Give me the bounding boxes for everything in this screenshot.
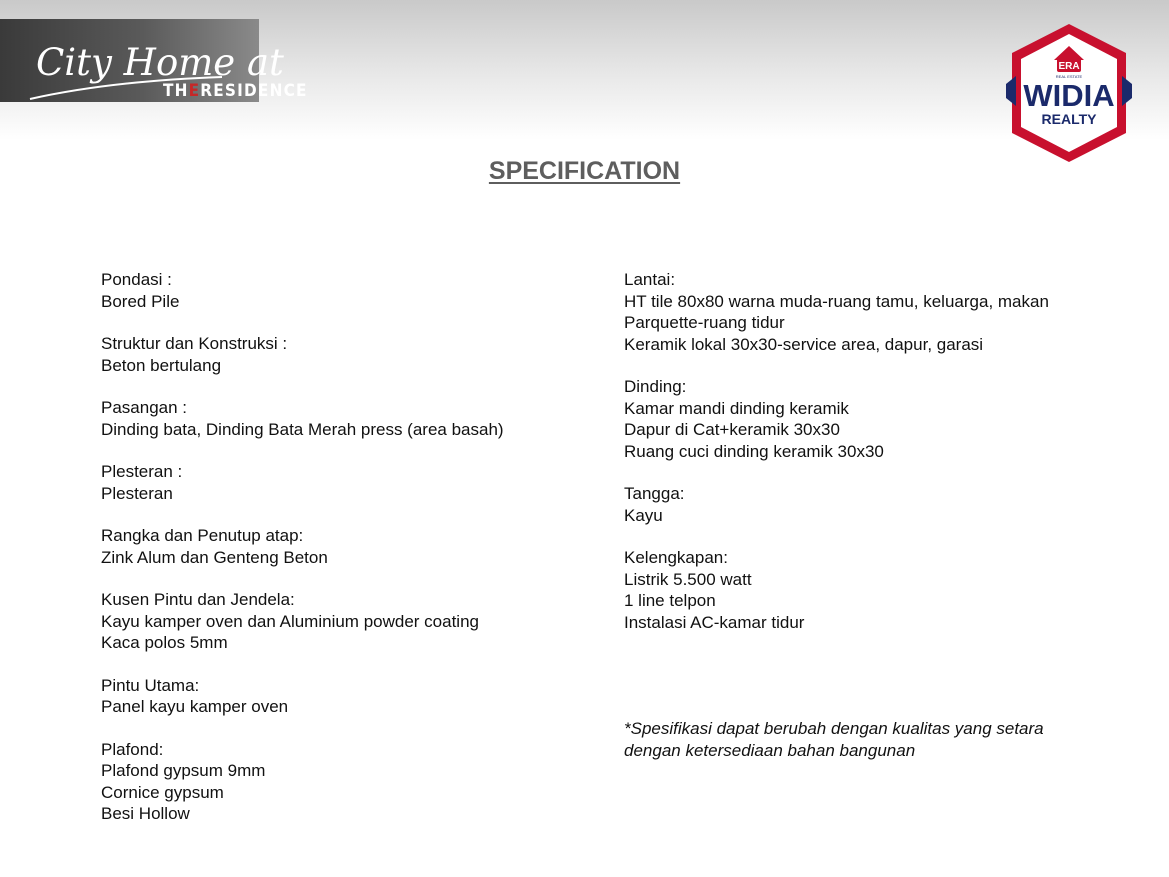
disclaimer-line-1: *Spesifikasi dapat berubah dengan kualitas yang setara (624, 719, 1044, 738)
spec-group-tangga (624, 483, 1124, 526)
brand-script-text: City Home at (36, 41, 284, 84)
spec-value: Cornice gypsum (101, 782, 224, 802)
spec-group-pintu-utama (101, 675, 581, 718)
spec-value: Kamar mandi dinding keramik (624, 398, 849, 418)
spec-value: Plesteran (101, 483, 173, 503)
spec-label: Tangga: (624, 484, 685, 503)
spec-group-dinding (624, 376, 1124, 462)
spec-group-pasangan (101, 397, 581, 440)
disclaimer-line-2: dengan ketersediaan bahan bangunan (624, 741, 916, 760)
spec-group-pondasi (101, 269, 581, 312)
spec-value: Ruang cuci dinding keramik 30x30 (624, 441, 884, 461)
logo-tiny-text: REAL ESTATE (1055, 74, 1083, 79)
brand-sub-text: THERESIDENCE (163, 81, 308, 101)
spec-label: Dinding: (624, 377, 687, 396)
logo-small-text: ERA (1058, 61, 1080, 72)
spec-value: Zink Alum dan Genteng Beton (101, 547, 328, 567)
spec-value: Listrik 5.500 watt (624, 569, 752, 589)
spec-value: Kayu kamper oven dan Aluminium powder coating (101, 611, 479, 631)
spec-label: Kelengkapan: (624, 548, 728, 567)
spec-group-struktur (101, 333, 581, 376)
spec-label: Rangka dan Penutup atap: (101, 526, 304, 545)
logo-main-text: WIDIA (1023, 78, 1115, 113)
spec-label: Pondasi : (101, 270, 172, 289)
spec-value: Beton bertulang (101, 355, 222, 375)
spec-group-plesteran (101, 461, 581, 504)
logo-right-accent (1122, 76, 1132, 106)
era-logo-graphic (1004, 20, 1134, 166)
spec-value: 1 line telpon (624, 591, 716, 610)
spec-label: Pasangan : (101, 398, 188, 417)
spec-column-right (624, 269, 1124, 654)
spec-group-atap (101, 525, 581, 568)
spec-value: Dapur di Cat+keramik 30x30 (624, 420, 840, 439)
spec-group-kusen (101, 589, 581, 654)
spec-value: Plafond gypsum 9mm (101, 761, 266, 780)
spec-group-lantai (624, 269, 1124, 355)
spec-value: Kaca polos 5mm (101, 633, 228, 652)
spec-group-kelengkapan (624, 547, 1124, 633)
spec-label: Pintu Utama: (101, 675, 200, 695)
spec-label: Struktur dan Konstruksi : (101, 334, 288, 353)
disclaimer-note (624, 718, 1124, 762)
spec-value: Parquette-ruang tidur (624, 313, 785, 332)
spec-column-left (101, 269, 581, 846)
city-home-logo-graphic (0, 19, 308, 102)
spec-value: Kayu (624, 505, 663, 525)
city-home-logo (0, 19, 308, 102)
spec-value: Keramik lokal 30x30-service area, dapur, garasi (624, 334, 984, 354)
era-widia-realty-logo (1004, 20, 1134, 166)
logo-sub-text: REALTY (1041, 111, 1097, 127)
page-title: SPECIFICATION (488, 157, 681, 185)
spec-group-plafond (101, 739, 581, 825)
spec-label: Kusen Pintu dan Jendela: (101, 590, 295, 609)
spec-value: Panel kayu kamper oven (101, 697, 289, 716)
spec-label: Plesteran : (101, 462, 183, 481)
spec-label: Lantai: (624, 270, 676, 289)
logo-left-accent (1006, 76, 1016, 106)
spec-value: HT tile 80x80 warna muda-ruang tamu, keluarga, makan (624, 291, 1049, 311)
spec-value: Bored Pile (101, 291, 180, 311)
spec-value: Besi Hollow (101, 804, 190, 823)
spec-value: Dinding bata, Dinding Bata Merah press (area basah) (101, 419, 504, 439)
spec-value: Instalasi AC-kamar tidur (624, 612, 805, 632)
spec-label: Plafond: (101, 739, 164, 759)
